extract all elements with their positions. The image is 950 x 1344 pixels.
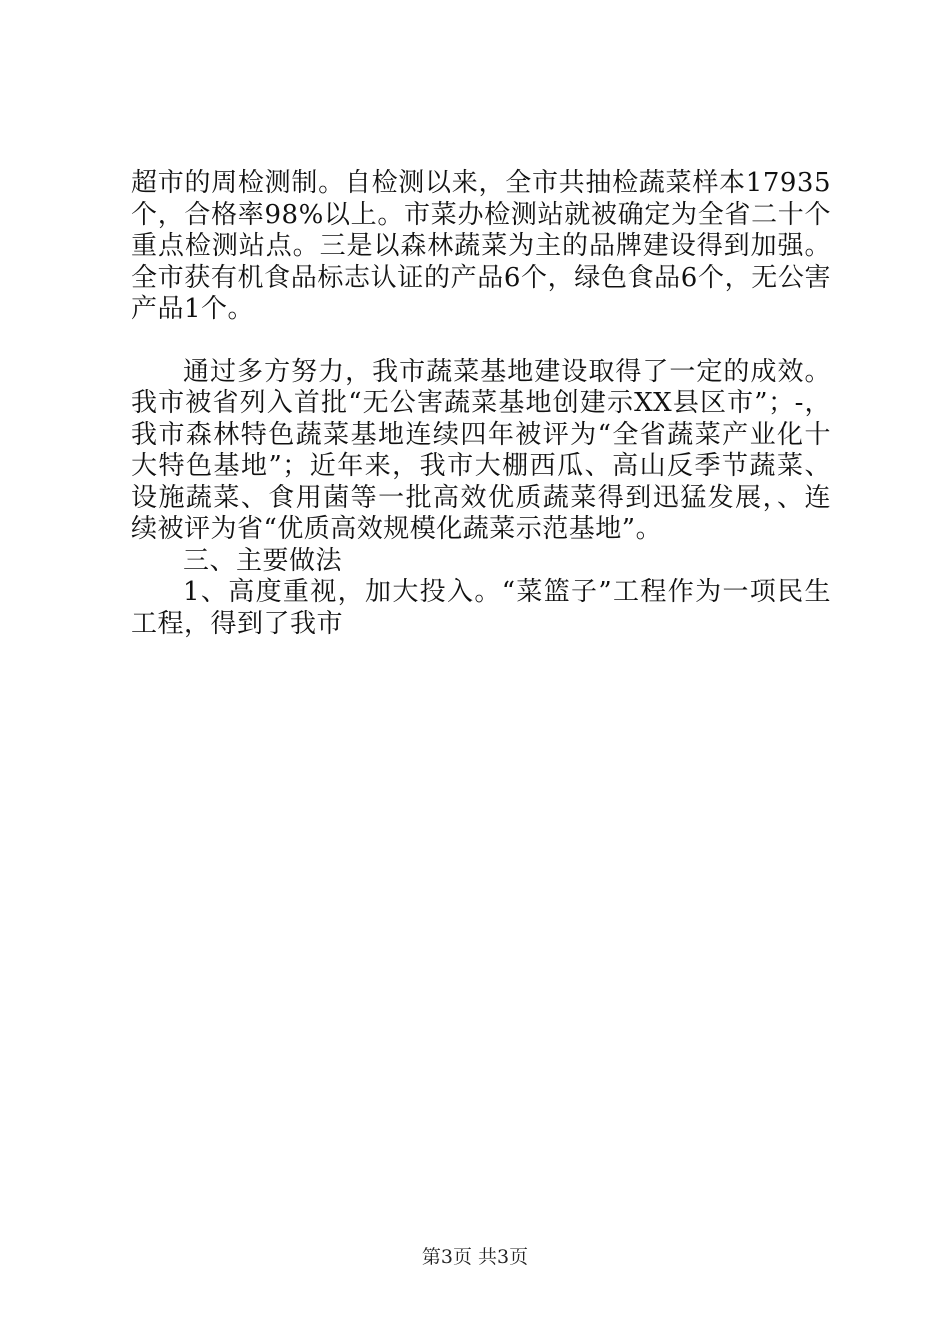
page-number-footer: 第3页 共3页 — [421, 1246, 529, 1268]
document-body — [131, 168, 831, 640]
section-heading: 三、主要做法 — [183, 545, 343, 576]
paragraph-measures: 1、高度重视，加大投入。“菜篮子”工程作为一项民生工程，得到了我市 — [131, 577, 831, 639]
paragraph-achievements: 通过多方努力，我市蔬菜基地建设取得了一定的成效。我市被省列入首批“无公害蔬菜基地创建示XX县区市”；-，我市森林特色蔬菜基地连续四年被评为“全省蔬菜产业化十大特色基地”；近年来，我市大棚西瓜、高山反季节蔬菜、设施蔬菜、食用菌等一批高效优质蔬菜得到迅猛发展，、连续被评为省“优质高效规模化蔬菜示范基地”。 — [131, 356, 831, 544]
paragraph-continuation: 超市的周检测制。自检测以来，全市共抽检蔬菜样本17935个，合格率98%以上。市菜办检测站就被确定为全省二十个重点检测站点。三是以森林蔬菜为主的品牌建设得到加强。全市获有机食品标志认证的产品6个，绿色食品6个，无公害产品1个。 — [131, 168, 831, 324]
